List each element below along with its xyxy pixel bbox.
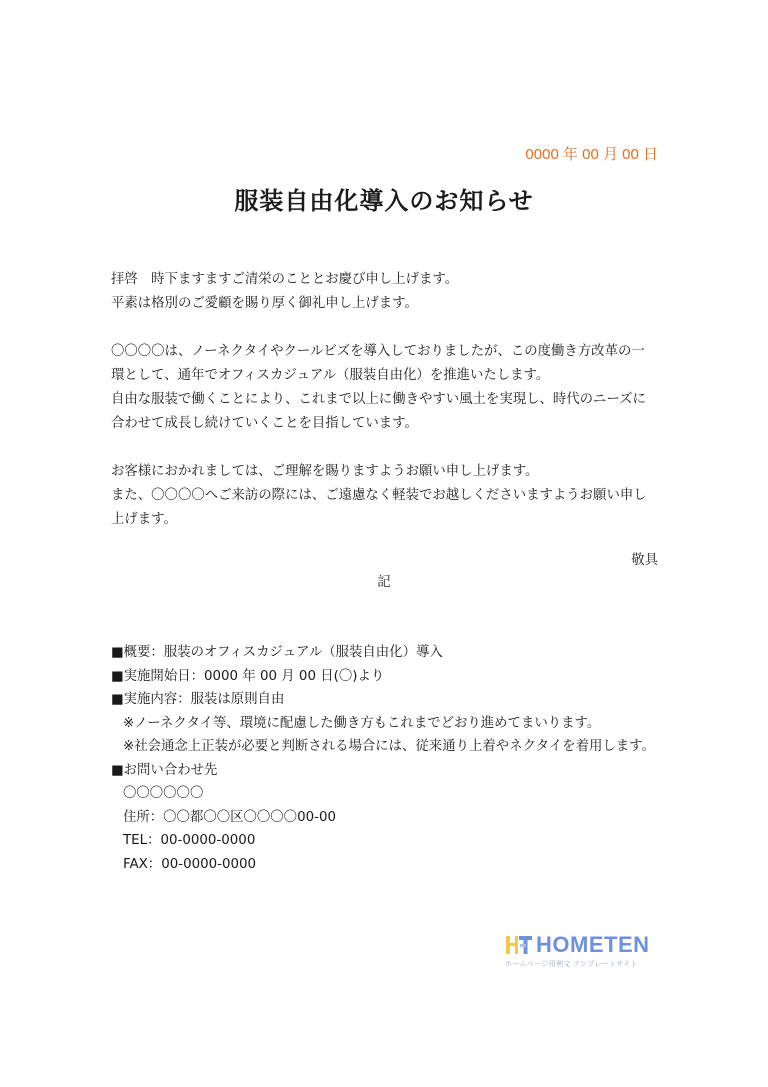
document-title: 服装自由化導入のお知らせ [234, 187, 534, 215]
detail-note: ※ノーネクタイ等、環境に配慮した働き方もこれまでどおり進めてまいります。 [123, 715, 601, 731]
contact-heading: ■お問い合わせ先 [111, 762, 218, 778]
letter-body [111, 268, 666, 532]
contact-tel: TEL：00-0000-0000 [123, 833, 256, 848]
hometen-logo-icon [505, 933, 533, 957]
detail-note: ※社会通念上正装が必要と判断される場合には、従来通り上着やネクタイを着用します。 [123, 739, 655, 754]
closing-keigu: 敬具 [631, 553, 658, 568]
details-section [111, 641, 681, 876]
announcement-line: 合わせて成長し続けていくことを目指しています。 [111, 416, 418, 431]
greeting-line: 拝啓 時下ますますご清栄のこととお慶び申し上げます。 [111, 272, 459, 287]
contact-fax: FAX：00-0000-0000 [123, 856, 257, 872]
contact-address: 住所：〇〇都〇〇区〇〇〇〇00-00 [123, 809, 336, 825]
contact-name: 〇〇〇〇〇〇 [123, 786, 204, 801]
announcement-line: 自由な服装で働くことにより、これまで以上に働きやすい風土を実現し、時代のニーズに [111, 392, 646, 407]
detail-overview: ■概要：服装のオフィスカジュアル（服装自由化）導入 [111, 645, 443, 660]
hometen-logo [505, 932, 655, 972]
announcement-line: 環として、通年でオフィスカジュアル（服装自由化）を推進いたします。 [111, 368, 550, 383]
detail-content: ■実施内容：服装は原則自由 [111, 692, 285, 707]
ki-heading: 記 [377, 575, 391, 590]
announcement-line: 〇〇〇〇は、ノーネクタイやクールビズを導入しておりましたが、この度働き方改革の一 [111, 344, 645, 359]
request-line: 上げます。 [111, 512, 177, 527]
detail-start-date: ■実施開始日：0000 年 00 月 00 日(〇)より [111, 668, 385, 684]
request-line: また、〇〇〇〇へご来訪の際には、ご遠慮なく軽装でお越しくださいますようお願い申し [111, 488, 647, 503]
request-line: お客様におかれましては、ご理解を賜りますようお願い申し上げます。 [111, 464, 539, 479]
logo-name: HOMETEN [536, 932, 650, 957]
greeting-line: 平素は格別のご愛顧を賜り厚く御礼申し上げます。 [111, 296, 418, 311]
logo-tagline: ホームページ用例文 テンプレートサイト [505, 960, 638, 968]
document-date: 0000 年 00 月 00 日 [525, 146, 658, 163]
